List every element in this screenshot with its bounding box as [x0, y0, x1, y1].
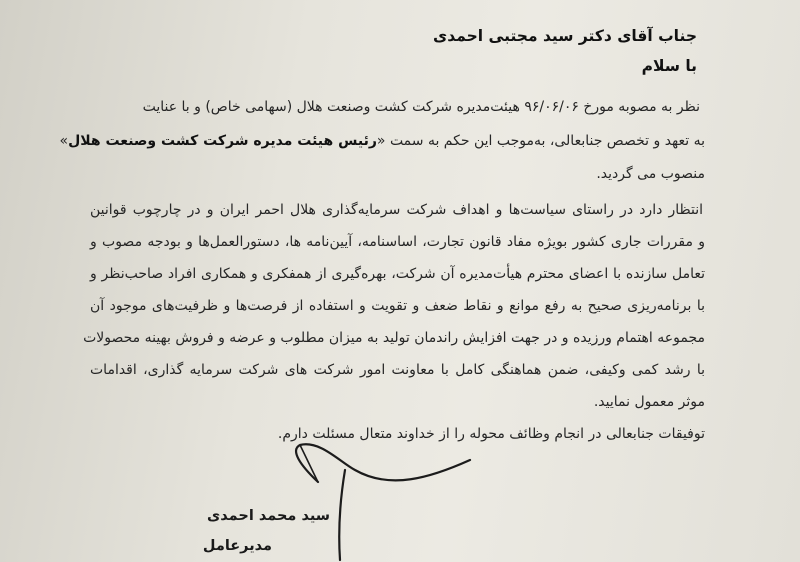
appointment-close-quote: » — [59, 133, 69, 149]
body-line-9: با رشد کمی وکیفی، ضمن هماهنگی کامل با معاونت امور شرکت های شرکت سرمایه گذاری، اقدامات — [90, 362, 705, 378]
body-line-8: مجموعه اهتمام ورزیده و در جهت افزایش راندمان تولید به میزان مطلوب و عرضه و فروش بهینه محصولات — [83, 330, 705, 346]
greeting-line: با سلام — [641, 57, 697, 75]
signatory-name: سید محمد احمدی — [207, 508, 330, 524]
signatory-title: مدیرعامل — [202, 538, 272, 554]
body-line-6: تعامل سازنده با اعضای محترم هیأت‌مدیره آن شرکت، بهره‌گیری از همفکری و همکاری افراد صاحب‌نظر و — [90, 266, 705, 282]
closing-line: توفیقات جنابعالی در انجام وظائف محوله را از خداوند متعال مسئلت دارم. — [277, 426, 705, 442]
appointment-title: رئیس هیئت مدیره شرکت کشت وصنعت هلال — [68, 133, 377, 149]
body-line-5: و مقررات جاری کشور بویژه مفاد قانون تجارت، اساسنامه، آیین‌نامه ها، دستورالعمل‌ها و بودجه مصوب و — [90, 234, 705, 250]
body-line-1: نظر به مصوبه مورخ ۹۶/۰۶/۰۶ هیئت‌مدیره شرکت کشت وصنعت هلال (سهامی خاص) و با عنایت — [142, 99, 700, 115]
recipient-line: جناب آقای دکتر سید مجتبی احمدی — [433, 27, 697, 45]
appointment-intro: به تعهد و تخصص جنابعالی، به‌موجب این حکم به سمت « — [376, 133, 705, 149]
body-line-3: منصوب می گردید. — [596, 166, 705, 182]
body-line-4: انتظار دارد در راستای سیاست‌ها و اهداف شرکت سرمایه‌گذاری هلال احمر ایران و در چارچوب قوانین — [90, 202, 703, 218]
body-line-10: موثر معمول نمایید. — [593, 394, 705, 410]
body-line-7: با برنامه‌ریزی صحیح به رفع موانع و نقاط ضعف و تقویت و استفاده از فرصت‌ها و ظرفیت‌های موجود آن — [90, 298, 705, 314]
